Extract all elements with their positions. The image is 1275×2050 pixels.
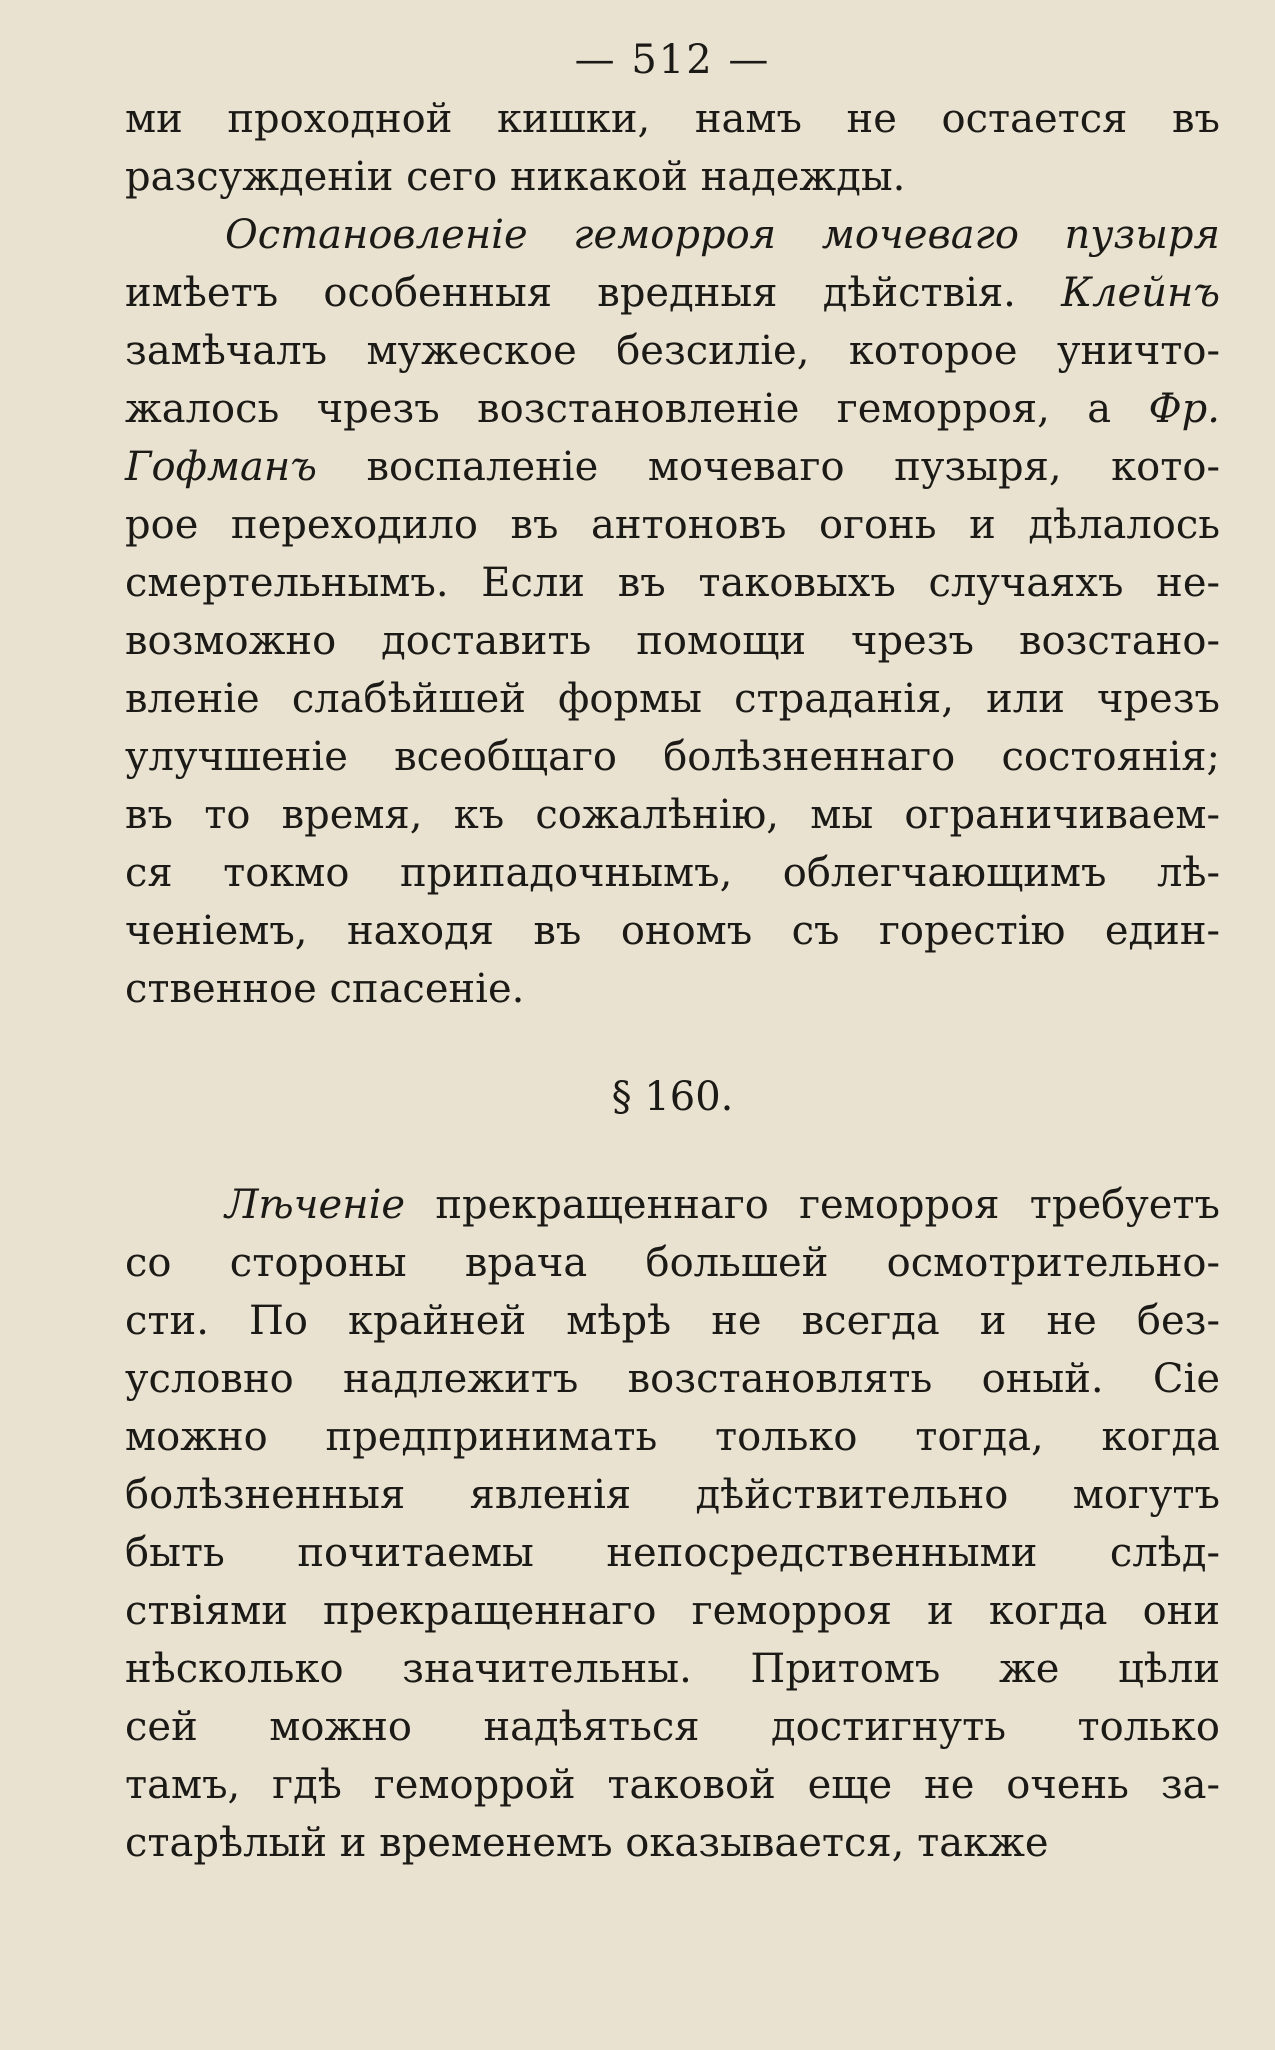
text-line <box>125 1292 1220 1350</box>
section-heading: § 160. <box>611 1074 734 1120</box>
paragraph-continuation <box>125 90 1220 206</box>
text-line <box>125 1524 1220 1582</box>
text-segment: старѣлый и временемъ оказывается, также <box>125 1820 1049 1866</box>
italic-name: Клейнъ <box>1061 270 1220 316</box>
text-line <box>125 1640 1220 1698</box>
text-segment: тамъ, гдѣ геморрой таковой еще не очень за- <box>125 1762 1220 1808</box>
text-line <box>125 438 1220 496</box>
text-segment: улучшеніе всеобщаго болѣзненнаго состоянія; <box>125 734 1220 780</box>
text-line <box>125 960 1220 1018</box>
text-segment: жалось чрезъ возстановленіе геморроя, а <box>125 386 1149 432</box>
text-line <box>125 380 1220 438</box>
text-line: разсужденіи сего никакой надежды. <box>125 154 906 200</box>
text-line <box>125 322 1220 380</box>
italic-name: Гофманъ <box>125 444 317 490</box>
italic-name: Остановленіе геморроя мочеваго пузыря <box>225 212 1220 258</box>
text-line <box>125 1350 1220 1408</box>
text-line <box>125 206 1220 264</box>
text-segment: сти. По крайней мѣрѣ не всегда и не без- <box>125 1298 1220 1344</box>
text-line <box>125 670 1220 728</box>
paragraph-treatment <box>125 1176 1220 1872</box>
text-segment: воспаленіе мочеваго пузыря, кото- <box>316 444 1220 490</box>
text-line <box>125 1408 1220 1466</box>
text-segment: нѣсколько значительны. Притомъ же цѣли <box>125 1646 1220 1692</box>
text-line <box>125 1234 1220 1292</box>
text-segment: возможно доставить помощи чрезъ возстано- <box>125 618 1220 664</box>
text-segment: рое переходило въ антоновъ огонь и дѣлалось <box>125 502 1220 548</box>
text-line <box>125 1582 1220 1640</box>
text-line <box>125 902 1220 960</box>
text-line <box>125 1756 1220 1814</box>
text-line <box>125 786 1220 844</box>
text-line <box>125 496 1220 554</box>
text-line <box>125 1466 1220 1524</box>
text-segment: сей можно надѣяться достигнуть только <box>125 1704 1220 1750</box>
text-segment: условно надлежитъ возстановлять оный. Сіе <box>125 1356 1220 1402</box>
text-line <box>125 844 1220 902</box>
text-line <box>125 1176 1220 1234</box>
text-line <box>125 612 1220 670</box>
italic-name: Фр. <box>1148 386 1220 432</box>
text-line <box>125 264 1220 322</box>
paragraph-bladder-hemorrhoid <box>125 206 1220 1018</box>
text-segment: быть почитаемы непосредственными слѣд- <box>125 1530 1220 1576</box>
text-line <box>125 1814 1220 1872</box>
text-segment: прекращеннаго геморроя требуетъ <box>405 1182 1220 1228</box>
text-line <box>125 554 1220 612</box>
text-segment: ственное спасеніе. <box>125 966 525 1012</box>
text-segment: ствіями прекращеннаго геморроя и когда они <box>125 1588 1220 1634</box>
text-segment: вленіе слабѣйшей формы страданія, или чрезъ <box>125 676 1220 722</box>
text-segment: со стороны врача большей осмотрительно- <box>125 1240 1220 1286</box>
text-line <box>125 1698 1220 1756</box>
page-number: — 512 — <box>574 37 771 83</box>
text-segment: имѣетъ особенныя вредныя дѣйствія. <box>125 270 1062 316</box>
text-line: ми проходной кишки, намъ не остается въ <box>125 96 1220 142</box>
italic-name: Лѣченіе <box>225 1182 406 1228</box>
text-segment: въ то время, къ сожалѣнію, мы ограничиваем- <box>125 792 1220 838</box>
text-segment: болѣзненныя явленія дѣйствительно могутъ <box>125 1472 1220 1518</box>
text-segment: замѣчалъ мужеское безсиліе, которое уничто- <box>125 328 1220 374</box>
text-line <box>125 728 1220 786</box>
text-segment: можно предпринимать только тогда, когда <box>125 1414 1220 1460</box>
text-segment: смертельнымъ. Если въ таковыхъ случаяхъ не- <box>125 560 1220 606</box>
text-segment: ся токмо припадочнымъ, облегчающимъ лѣ- <box>125 850 1220 896</box>
text-segment: ченіемъ, находя въ ономъ съ горестію един- <box>125 908 1220 954</box>
